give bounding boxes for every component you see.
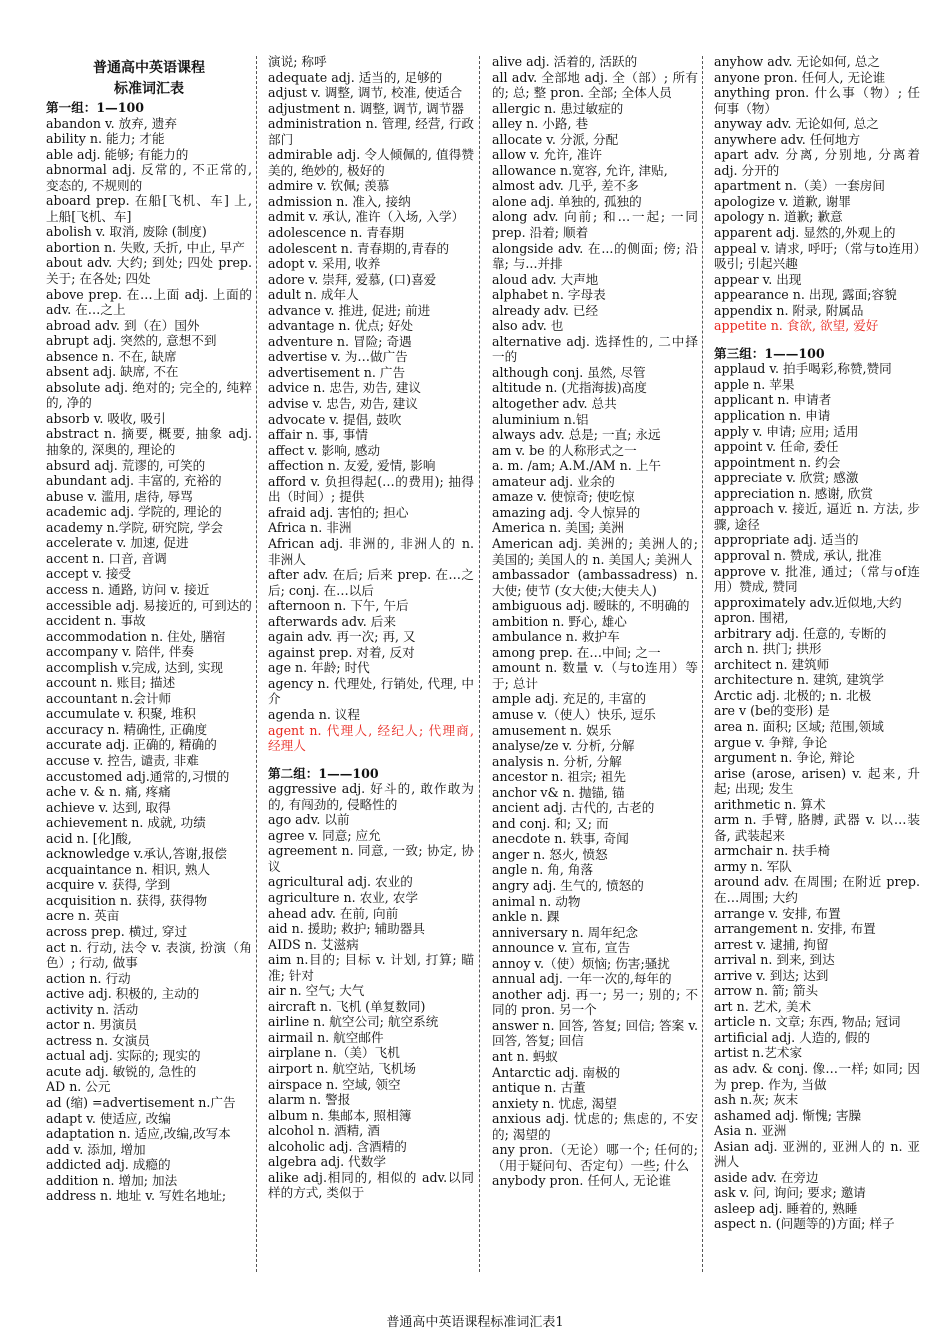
vocab-entry: aspect n. (问题等的)方面; 样子 (714, 1216, 895, 1232)
vocab-entry: ambition n. 野心, 雄心 (492, 613, 627, 629)
vocab-entry: art n. 艺术, 美术 (714, 998, 812, 1014)
vocab-entry: arch n. 拱门; 拱形 (714, 641, 822, 657)
vocab-entry: affection n. 友爱, 爱情, 影响 (268, 458, 436, 474)
column-2 (268, 54, 474, 1201)
vocab-entry: apologize v. 道歉, 谢罪 (714, 193, 851, 209)
vocab-entry: abstract n. 摘要, 概要, 抽象 adj. 抽象的, 深奥的, 理论的 (46, 426, 252, 458)
vocab-entry: along adv. 向前; 和…一起; 一同 prep. 沿着; 顺着 (492, 209, 698, 241)
page-footer: 普通高中英语课程标准词汇表1 (386, 1315, 564, 1330)
vocab-entry: approval n. 赞成, 承认, 批准 (714, 547, 882, 563)
vocab-entry: Africa n. 非洲 (268, 520, 352, 536)
vocab-entry: absence n. 不在, 缺席 (46, 348, 177, 364)
vocab-entry: access n. 通路, 访问 v. 接近 (46, 581, 210, 597)
vocab-entry: allow v. 允许, 准许 (492, 147, 602, 163)
vocab-entry: action n. 行动 (46, 970, 131, 986)
vocab-entry: agency n. 代理处, 行销处, 代理, 中介 (268, 675, 474, 707)
vocab-entry: AIDS n. 艾滋病 (268, 936, 359, 952)
vocab-entry: adaptation n. 适应,改编,改写本 (46, 1126, 231, 1142)
vocab-entry: anyhow adv. 无论如何, 总之 (714, 54, 880, 69)
vocab-entry: apparent adj. 显然的,外观上的 (714, 225, 896, 241)
vocab-entry: ago adv. 以前 (268, 812, 350, 828)
vocab-entry: abortion n. 失败, 夭折, 中止, 早产 (46, 239, 245, 255)
vocab-entry: all adv. 全部地 adj. 全（部）; 所有的; 总; 整 pron. 全部; 全体人员 (492, 69, 698, 101)
vocab-entry: add v. 添加, 增加 (46, 1141, 146, 1157)
vocab-entry: adequate adj. 适当的, 足够的 (268, 69, 443, 85)
vocab-entry: and conj. 和; 又; 而 (492, 815, 609, 831)
doc-title (46, 58, 252, 100)
vocab-entry: accuracy n. 精确性, 正确度 (46, 721, 208, 737)
vocab-entry: any pron.（无论）哪一个; 任何的;（用于疑问句、否定句）一些; 什么 (492, 1142, 698, 1173)
vocab-entry: apply v. 申请; 应用; 适用 (714, 423, 859, 439)
vocab-entry: air n. 空气; 大气 (268, 983, 365, 999)
vocab-entry: arise (arose, arisen) v. 起来, 升起; 出现; 发生 (714, 765, 920, 797)
vocab-entry: apart adv. 分离, 分别地, 分离着 adj. 分开的 (714, 147, 920, 178)
vocab-entry: altogether adv. 总共 (492, 396, 617, 412)
vocab-entry: ahead adv. 在前, 向前 (268, 905, 399, 921)
vocab-entry: appendix n. 附录, 附属品 (714, 302, 864, 318)
vocab-entry: apron. 围裙, (714, 610, 789, 626)
group-heading: 第一组：1—100 (46, 100, 145, 115)
group-heading: 第三组：1——100 (714, 345, 825, 361)
vocab-entry: anxious adj. 忧虑的; 焦虑的, 不安的; 渴望的 (492, 1111, 698, 1142)
vocab-entry: artificial adj. 人造的, 假的 (714, 1029, 871, 1045)
vocab-entry: against prep. 对着, 反对 (268, 644, 415, 660)
vocab-entry: already adv. 已经 (492, 302, 599, 318)
vocab-entry: always adv. 总是; 一直; 永远 (492, 427, 661, 443)
vocab-entry: amuse v.（使人）快乐, 逗乐 (492, 706, 656, 722)
doc-title-line1: 普通高中英语课程 (93, 60, 205, 76)
vocab-entry: ability n. 能力; 才能 (46, 131, 165, 147)
vocab-entry: again adv. 再一次; 再, 又 (268, 629, 416, 645)
vocab-entry: accurate adj. 正确的, 精确的 (46, 737, 217, 753)
vocab-entry: advocate v. 提倡, 鼓吹 (268, 411, 402, 427)
vocab-entry: architect n. 建筑师 (714, 656, 830, 672)
vocab-entry: album n. 集邮本, 照相簿 (268, 1107, 412, 1123)
vocab-entry: achieve v. 达到, 取得 (46, 799, 171, 815)
vocab-entry: advertisement n. 广告 (268, 364, 406, 380)
vocab-entry: appear v. 出现 (714, 271, 802, 287)
vocab-entry: alongside adv. 在...的侧面; 傍; 沿靠; 与...并排 (492, 240, 698, 272)
vocab-entry: accompany v. 陪伴, 伴奏 (46, 644, 194, 660)
vocab-entry: appoint v. 任命, 委任 (714, 439, 839, 455)
vocab-entry: airport n. 航空站, 飞机场 (268, 1061, 416, 1076)
vocab-entry: angry adj. 生气的, 愤怒的 (492, 877, 644, 893)
vocab-entry: allergic n. 患过敏症的 (492, 100, 624, 116)
vocab-entry: appetite n. 食欲, 欲望, 爱好 (714, 318, 879, 334)
vocab-entry: aid n. 援助; 救护; 辅助器具 (268, 921, 425, 937)
vocab-entry: affair n. 事, 事情 (268, 427, 368, 443)
vocab-entry: arrive v. 到达; 达到 (714, 967, 829, 983)
vocab-entry: agriculture n. 农业, 农学 (268, 889, 418, 905)
vocab-entry: analysis n. 分析, 分解 (492, 753, 622, 769)
vocab-entry: acid n. [化]酸, (46, 830, 132, 846)
vocab-entry: adjustment n. 调整, 调节, 调节器 (268, 100, 464, 116)
vocab-entry: acute adj. 敏锐的, 急性的 (46, 1063, 197, 1079)
vocab-entry: after adv. 在后; 后来 prep. 在…之后; conj. 在…以后 (268, 567, 474, 598)
vocab-entry: a. m. /am; A.M./AM n. 上午 (492, 458, 661, 474)
vocab-entry: army n. 军队 (714, 858, 792, 874)
vocab-entry: anxiety n. 忧虑, 渴望 (492, 1095, 617, 1111)
vocab-entry: aim n.目的; 目标 v. 计划, 打算; 瞄准; 针对 (268, 952, 474, 983)
vocab-entry: ample adj. 充足的, 丰富的 (492, 691, 647, 707)
vocab-entry: anyone pron. 任何人, 无论谁 (714, 69, 886, 85)
vocab-entry: advertise v. 为…做广告 (268, 349, 408, 365)
vocab-entry: amazing adj. 令人惊异的 (492, 504, 641, 520)
vocab-entry: aboard prep. 在船[飞机、车] 上, 上船[飞机、车] (46, 193, 252, 224)
vocab-entry: accident n. 事故 (46, 613, 146, 629)
vocab-entry: aggressive adj. 好斗的, 敢作敢为的, 有闯劲的, 侵略性的 (268, 781, 474, 812)
vocab-entry: ant n. 蚂蚁 (492, 1049, 558, 1064)
vocab-entry: accumulate v. 积聚, 堆积 (46, 706, 196, 722)
vocab-entry: afternoon n. 下午, 午后 (268, 598, 409, 614)
vocab-entry: appointment n. 约会 (714, 454, 841, 470)
vocab-entry: agricultural adj. 农业的 (268, 874, 413, 890)
vocab-entry: active adj. 积极的, 主动的 (46, 986, 200, 1002)
column-3 (492, 54, 698, 1189)
vocab-entry: appearance n. 出现, 露面;容貌 (714, 287, 897, 303)
vocab-entry: appropriate adj. 适当的 (714, 532, 859, 548)
vocab-entry: also adv. 也 (492, 318, 564, 334)
entry-list (268, 54, 474, 1201)
vocab-entry: angle n. 角, 角落 (492, 862, 594, 878)
vocab-entry: answer n. 回答, 答复; 回信; 答案 v. 回答, 答复; 回信 (492, 1017, 698, 1049)
vocab-entry: abrupt adj. 突然的, 意想不到 (46, 333, 217, 349)
vocab-entry: alone adj. 单独的, 孤独的 (492, 193, 642, 209)
vocab-entry: among prep. 在…中间; 之一 (492, 644, 661, 660)
vocab-entry: adolescent n. 青春期的,青春的 (268, 240, 450, 256)
vocab-entry: amaze v. 使惊奇; 使吃惊 (492, 489, 635, 505)
vocab-entry: ancestor n. 祖宗; 祖先 (492, 769, 626, 785)
column-4 (714, 54, 920, 1232)
vocab-entry: address n. 地址 v. 写姓名地址; (46, 1188, 227, 1204)
vocab-entry: arbitrary adj. 任意的, 专断的 (714, 625, 887, 641)
vocab-entry: approach v. 接近, 逼近 n. 方法, 步骤, 途径 (714, 501, 920, 532)
vocab-entry: argument n. 争论, 辩论 (714, 750, 855, 766)
vocab-entry: ambulance n. 救护车 (492, 629, 620, 645)
vocab-entry: age n. 年龄; 时代 (268, 660, 370, 676)
vocab-entry: achievement n. 成就, 功绩 (46, 815, 206, 831)
vocab-entry: although conj. 虽然, 尽管 (492, 364, 646, 380)
vocab-entry: approve v. 批准, 通过;（常与of连用）赞成, 赞同 (714, 563, 920, 595)
vocab-entry: approximately adv.近似地,大约 (714, 594, 902, 610)
vocab-entry: advantage n. 优点; 好处 (268, 318, 414, 334)
vocab-entry: alcoholic adj. 含酒精的 (268, 1138, 407, 1154)
vocab-entry: application n. 申请 (714, 408, 831, 424)
vocab-entry: Asia n. 亚洲 (714, 1123, 787, 1139)
vocab-entry: agreement n. 同意, 一致; 协定, 协议 (268, 843, 474, 874)
vocab-entry: almost adv. 几乎, 差不多 (492, 178, 639, 194)
vocab-entry: adore v. 崇拜, 爱慕, (口)喜爱 (268, 271, 437, 287)
vocab-entry: accuse v. 控告, 谴责, 非难 (46, 752, 199, 768)
vocab-entry: adopt v. 采用, 收养 (268, 256, 381, 272)
vocab-entry: airplane n.（美）飞机 (268, 1045, 400, 1061)
vocab-entry: allowance n.宽容, 允许, 津贴, (492, 162, 668, 178)
vocab-entry: ask v. 问, 询问; 要求; 邀请 (714, 1185, 866, 1201)
vocab-entry: alphabet n. 字母表 (492, 287, 606, 303)
vocab-entry: affect v. 影响, 感动 (268, 442, 381, 458)
vocab-entry: applaud v. 拍手喝彩,称赞,赞同 (714, 361, 892, 377)
vocab-entry: across prep. 横过, 穿过 (46, 923, 188, 939)
vocab-entry: analyse/ze v. 分析, 分解 (492, 738, 635, 754)
vocab-entry: accustomed adj.通常的,习惯的 (46, 768, 230, 784)
vocab-entry: African adj. 非洲的, 非洲人的 n. 非洲人 (268, 535, 474, 567)
vocab-entry: am v. be 的人称形式之一 (492, 442, 637, 458)
vocab-entry: acknowledge v.承认,答谢,报偿 (46, 846, 227, 862)
vocab-entry: arm n. 手臂, 胳膊, 武器 v. 以…装备, 武装起来 (714, 812, 920, 843)
vocab-entry: antique n. 古董 (492, 1080, 586, 1096)
vocab-entry: agent n. 代理人, 经纪人; 代理商, 经理人 (268, 722, 474, 754)
vocab-entry: ash n.灰; 灰末 (714, 1092, 799, 1108)
column-divider (479, 56, 480, 1272)
vocab-entry: adventure n. 冒险; 奇遇 (268, 333, 412, 349)
vocab-entry: amusement n. 娱乐 (492, 722, 612, 738)
vocab-entry: airmail n. 航空邮件 (268, 1029, 384, 1045)
vocab-entry: afraid adj. 害怕的; 担心 (268, 504, 409, 520)
vocab-entry: accept v. 接受 (46, 566, 132, 582)
vocab-entry: architecture n. 建筑, 建筑学 (714, 672, 885, 688)
vocab-entry: afterwards adv. 后来 (268, 613, 396, 629)
vocab-entry: announce v. 宣布, 宣告 (492, 940, 631, 956)
vocab-entry: actual adj. 实际的; 现实的 (46, 1048, 201, 1064)
vocab-entry: appeal v. 请求, 呼吁;（常与to连用）吸引; 引起兴趣 (714, 240, 920, 272)
vocab-entry: admirable adj. 令人倾佩的, 值得赞美的, 绝妙的, 极好的 (268, 147, 474, 178)
vocab-entry: absurd adj. 荒谬的, 可笑的 (46, 457, 206, 473)
vocab-entry: anything pron. 什么事（物）; 任何事（物） (714, 85, 920, 116)
vocab-entry: abandon v. 放弃, 遗弃 (46, 115, 177, 131)
vocab-entry: accent n. 口音, 音调 (46, 550, 167, 566)
vocab-entry: arrow n. 箭; 箭头 (714, 983, 819, 999)
vocab-entry: adult n. 成年人 (268, 287, 359, 303)
vocab-entry: administration n. 管理, 经营, 行政部门 (268, 116, 474, 147)
vocab-entry: aloud adv. 大声地 (492, 271, 599, 287)
vocab-entry: abnormal adj. 反常的, 不正常的, 变态的, 不规则的 (46, 162, 252, 193)
vocab-entry: armchair n. 扶手椅 (714, 843, 831, 859)
vocab-entry: acquaintance n. 相识, 熟人 (46, 861, 211, 877)
vocab-entry: arrange v. 安排, 布置 (714, 905, 841, 921)
vocab-entry: altitude n. (尤指海拔)高度 (492, 380, 647, 396)
vocab-entry: America n. 美国; 美洲 (492, 520, 624, 536)
vocab-entry: arrival n. 到来, 到达 (714, 952, 835, 968)
vocab-entry: annual adj. 一年一次的,每年的 (492, 971, 672, 987)
vocab-entry: admire v. 钦佩; 羡慕 (268, 178, 390, 194)
vocab-entry: advance v. 推进, 促进; 前进 (268, 302, 431, 318)
vocab-entry: abundant adj. 丰富的, 充裕的 (46, 473, 222, 489)
vocab-entry: arrangement n. 安排, 布置 (714, 921, 876, 937)
vocab-entry: ad (缩) =advertisement n.广告 (46, 1095, 236, 1110)
vocab-entry: able adj. 能够; 有能力的 (46, 146, 189, 162)
vocab-entry: Arctic adj. 北极的; n. 北极 (714, 687, 872, 703)
vocab-entry: accelerate v. 加速, 促进 (46, 535, 189, 551)
vocab-entry: applicant n. 申请者 (714, 392, 832, 408)
vocab-entry: activity n. 活动 (46, 1001, 139, 1017)
vocab-entry: airline n. 航空公司; 航空系统 (268, 1014, 439, 1030)
vocab-entry: aside adv. 在旁边 (714, 1169, 819, 1185)
vocab-entry: anecdote n. 轶事, 奇闻 (492, 831, 629, 847)
vocab-entry: act n. 行动, 法令 v. 表演, 扮演（角色）; 行动, 做事 (46, 939, 252, 971)
vocab-entry: Asian adj. 亚洲的, 亚洲人的 n. 亚洲人 (714, 1138, 920, 1170)
vocab-entry: about adv. 大约; 到处; 四处 prep. 关于; 在各处; 四处 (46, 255, 252, 287)
vocab-entry: ankle n. 踝 (492, 909, 560, 925)
vocab-entry: argue v. 争辩, 争论 (714, 734, 828, 750)
vocab-entry: abuse v. 滥用, 虐待, 辱骂 (46, 488, 193, 504)
vocab-entry: as adv. & conj. 像…一样; 如同; 因为 prep. 作为, 当做 (714, 1061, 920, 1092)
vocab-entry: appreciate v. 欣赏; 感激 (714, 470, 859, 486)
vocab-entry: Antarctic adj. 南极的 (492, 1064, 621, 1080)
vocab-entry: alcohol n. 酒精, 酒 (268, 1123, 380, 1139)
vocab-entry: addition n. 增加; 加法 (46, 1172, 178, 1188)
vocab-entry: abolish v. 取消, 废除 (制度) (46, 224, 207, 240)
vocab-entry: anchor v& n. 抛锚, 锚 (492, 784, 625, 800)
vocab-entry: aircraft n. 飞机 (单复数同) (268, 998, 426, 1014)
vocab-entry: alley n. 小路, 巷 (492, 116, 589, 132)
vocab-entry: apple n. 苹果 (714, 376, 795, 392)
vocab-entry: asleep adj. 睡着的, 熟睡 (714, 1200, 858, 1216)
vocab-entry: actor n. 男演员 (46, 1017, 138, 1033)
vocab-entry: absolute adj. 绝对的; 完全的, 纯粹的, 净的 (46, 379, 252, 411)
vocab-entry: annoy v.（使）烦恼; 伤害;骚扰 (492, 955, 670, 971)
vocab-entry: acquisition n. 获得, 获得物 (46, 892, 208, 908)
vocab-entry: alive adj. 活着的, 活跃的 (492, 54, 638, 69)
vocab-entry: arithmetic n. 算术 (714, 796, 826, 812)
vocab-entry: accommodation n. 住处, 膳宿 (46, 628, 226, 644)
vocab-entry: allocate v. 分派, 分配 (492, 131, 619, 147)
vocab-entry: amount n. 数量 v.（与to连用）等于; 总计 (492, 660, 698, 691)
vocab-entry: admit v. 承认, 准许（入场, 入学） (268, 209, 465, 225)
vocab-entry: actress n. 女演员 (46, 1032, 150, 1048)
vocab-entry: anywhere adv. 任何地方 (714, 131, 861, 147)
group-heading: 第二组：1——100 (268, 765, 379, 781)
vocab-entry: anybody pron. 任何人, 无论谁 (492, 1173, 671, 1189)
vocab-entry: anger n. 怒火, 愤怒 (492, 846, 608, 862)
vocab-entry: are v (be的变形) 是 (714, 703, 830, 719)
column-1 (46, 58, 252, 1204)
vocab-entry: airspace n. 空域, 领空 (268, 1076, 401, 1092)
vocab-entry: agree v. 同意; 应允 (268, 827, 381, 843)
vocab-entry: arrest v. 逮捕, 拘留 (714, 936, 829, 952)
vocab-entry: adolescence n. 青春期 (268, 225, 405, 241)
vocab-entry: accessible adj. 易接近的, 可到达的 (46, 597, 252, 613)
vocab-entry: artist n.艺术家 (714, 1045, 803, 1061)
vocab-entry: afford v. 负担得起(…的费用); 抽得出（时间）; 提供 (268, 473, 474, 505)
entry-list (714, 54, 920, 1232)
vocab-entry: alarm n. 警报 (268, 1092, 351, 1108)
entry-list (492, 54, 698, 1189)
vocab-entry: academic adj. 学院的, 理论的 (46, 504, 222, 520)
vocab-entry: admission n. 准入, 接纳 (268, 193, 411, 209)
vocab-entry: anyway adv. 无论如何, 总之 (714, 116, 879, 132)
vocab-entry: academy n.学院, 研究院, 学会 (46, 519, 223, 535)
vocab-entry: ancient adj. 古代的, 古老的 (492, 800, 655, 816)
column-divider (256, 56, 257, 1272)
vocab-entry: area n. 面积; 区域; 范围,领域 (714, 718, 884, 734)
vocab-entry: article n. 文章; 东西, 物品; 冠词 (714, 1014, 901, 1030)
vocab-entry: ambiguous adj. 暧昧的, 不明确的 (492, 598, 690, 614)
vocab-entry: alternative adj. 选择性的, 二中择一的 (492, 333, 698, 365)
vocab-entry: accountant n.会计师 (46, 690, 172, 706)
vocab-entry: animal n. 动物 (492, 893, 581, 909)
vocab-entry: ashamed adj. 惭愧; 害臊 (714, 1107, 862, 1123)
vocab-entry: agenda n. 议程 (268, 706, 361, 722)
vocab-entry: another adj. 再一; 另一; 别的; 不同的 pron. 另一个 (492, 986, 698, 1018)
vocab-entry: absorb v. 吸收, 吸引 (46, 410, 166, 426)
vocab-entry: amateur adj. 业余的 (492, 473, 615, 489)
vocab-entry: adjust v. 调整, 调节, 校准, 使适合 (268, 85, 463, 101)
vocab-entry: ache v. & n. 痛, 疼痛 (46, 784, 171, 800)
vocab-entry: abroad adv. 到（在）国外 (46, 317, 200, 333)
vocab-entry: accomplish v.完成, 达到, 实现 (46, 659, 224, 675)
vocab-entry: 演说; 称呼 (268, 54, 327, 69)
vocab-entry: above prep. 在…上面 adj. 上面的 adv. 在…之上 (46, 286, 252, 318)
vocab-entry: appreciation n. 感谢, 欣赏 (714, 485, 873, 501)
vocab-entry: acquire v. 获得, 学到 (46, 877, 171, 893)
vocab-entry: anniversary n. 周年纪念 (492, 924, 638, 940)
vocab-entry: aluminium n.铝 (492, 411, 589, 427)
vocab-entry: apartment n.（美）一套房间 (714, 178, 885, 194)
vocab-entry: account n. 账目; 描述 (46, 675, 176, 691)
vocab-entry: algebra adj. 代数学 (268, 1154, 386, 1170)
vocab-entry: advice n. 忠告, 劝告, 建议 (268, 380, 421, 396)
vocab-entry: AD n. 公元 (46, 1079, 111, 1095)
vocab-entry: addicted adj. 成瘾的 (46, 1157, 171, 1173)
vocab-entry: ambassador (ambassadress) n. 大使; 使节 (女大使;大使夫人) (492, 567, 698, 598)
vocab-entry: adapt v. 使适应, 改编 (46, 1110, 171, 1126)
vocab-entry: acre n. 英亩 (46, 908, 120, 924)
vocab-entry: absent adj. 缺席, 不在 (46, 364, 179, 380)
vocab-entry: around adv. 在周围; 在附近 prep. 在…周围; 大约 (714, 874, 920, 905)
vocab-entry: American adj. 美洲的; 美洲人的; 美国的; 美国人的 n. 美国人; 美洲人 (492, 535, 698, 567)
doc-title-line2: 标准词汇表 (114, 81, 184, 97)
column-divider (702, 56, 703, 1272)
vocab-entry: alike adj.相同的, 相似的 adv.以同样的方式, 类似于 (268, 1169, 474, 1201)
entry-list (46, 100, 252, 1204)
vocab-entry: apology n. 道歉; 歉意 (714, 209, 843, 225)
vocab-entry: advise v. 忠告, 劝告, 建议 (268, 396, 418, 412)
